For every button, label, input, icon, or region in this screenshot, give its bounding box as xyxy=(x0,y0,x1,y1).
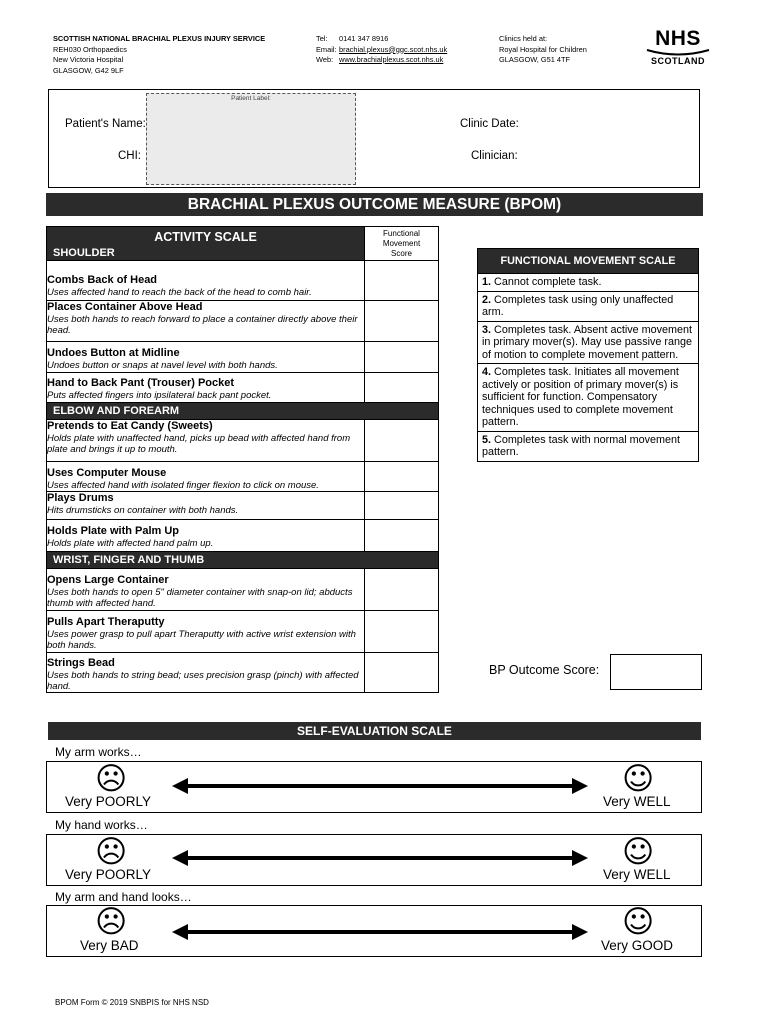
table-row xyxy=(47,373,439,403)
task-name: Pretends to Eat Candy (Sweets) xyxy=(47,420,213,432)
frown-face-icon: ☹ xyxy=(95,834,128,870)
table-row xyxy=(47,492,439,520)
section-wrist-header: WRIST, FINGER AND THUMB xyxy=(47,552,439,569)
score-input-cell[interactable] xyxy=(365,569,439,611)
patient-label-area[interactable] xyxy=(146,93,356,185)
patient-label-caption: Patient Label: xyxy=(231,95,271,102)
arm-works-prompt: My arm works… xyxy=(55,745,142,759)
web-label: Web: xyxy=(316,55,334,64)
scale-left-label: Very POORLY xyxy=(65,794,152,809)
clinic-info xyxy=(499,34,587,66)
org-name: SCOTTISH NATIONAL BRACHIAL PLEXUS INJURY SERVICE xyxy=(53,34,266,43)
smile-face-icon: ☺ xyxy=(622,904,655,940)
task-desc: Undoes button or snaps at navel level with both hands. xyxy=(47,360,278,371)
smile-face-icon: ☺ xyxy=(622,834,655,870)
clinic-hospital: Royal Hospital for Children xyxy=(499,44,587,54)
fms-item-text: Completes task. Initiates all movement actively or position of primary mover(s) is sufficient for function. Compensatory techniques used to complete movement pattern. xyxy=(482,366,679,428)
score-column-header xyxy=(365,227,439,261)
fms-item-number: 4. xyxy=(482,366,492,378)
score-header-line1: Functional xyxy=(383,229,420,238)
frown-face-icon: ☹ xyxy=(95,904,128,940)
org-address xyxy=(53,34,265,76)
web-link[interactable]: www.brachialplexus.scot.nhs.uk xyxy=(339,55,444,64)
task-desc: Uses both hands to reach forward to place a container directly above their head. xyxy=(47,314,358,336)
functional-movement-scale-table xyxy=(477,248,699,462)
bp-outcome-score-input[interactable] xyxy=(610,654,702,690)
contact-labels xyxy=(316,34,337,66)
email-link[interactable]: brachial.plexus@ggc.scot.nhs.uk xyxy=(339,44,448,54)
score-input-cell[interactable] xyxy=(365,261,439,301)
task-name: Opens Large Container xyxy=(47,574,169,586)
fms-item xyxy=(478,291,699,321)
task-name: Hand to Back Pant (Trouser) Pocket xyxy=(47,377,235,389)
clinic-city: GLASGOW, G51 4TF xyxy=(499,55,571,64)
fms-title: FUNCTIONAL MOVEMENT SCALE xyxy=(478,249,699,274)
score-input-cell[interactable] xyxy=(365,301,439,342)
nhs-scotland-logo xyxy=(644,28,712,66)
fms-item-text: Completes task with normal movement pattern. xyxy=(482,433,681,458)
fms-item-number: 3. xyxy=(482,323,492,336)
section-row xyxy=(47,552,439,569)
score-header-line2: Movement xyxy=(382,239,421,248)
task-desc: Uses affected hand with isolated finger flexion to click on mouse. xyxy=(47,480,319,491)
fms-item xyxy=(478,364,699,432)
double-arrow-icon xyxy=(172,777,588,795)
score-input-cell[interactable] xyxy=(365,653,439,693)
table-row xyxy=(47,462,439,492)
contact-values xyxy=(339,34,447,66)
scale-right-label: Very GOOD xyxy=(601,938,674,953)
table-row xyxy=(47,653,439,693)
activity-scale-header xyxy=(47,227,365,261)
form-title: BRACHIAL PLEXUS OUTCOME MEASURE (BPOM) xyxy=(46,193,703,216)
task-name: Places Container Above Head xyxy=(47,301,203,313)
smile-face-icon: ☺ xyxy=(622,761,655,797)
table-row xyxy=(47,520,439,552)
score-header-line3: Score xyxy=(391,249,412,258)
hand-works-prompt: My hand works… xyxy=(55,818,148,832)
task-desc: Hits drumsticks on container with both hands. xyxy=(47,505,239,516)
table-row xyxy=(47,301,439,342)
task-name: Holds Plate with Palm Up xyxy=(47,525,180,537)
score-input-cell[interactable] xyxy=(365,520,439,552)
fms-item-number: 2. xyxy=(482,293,492,306)
fms-item xyxy=(478,431,699,461)
section-elbow-header: ELBOW AND FOREARM xyxy=(47,403,439,420)
score-input-cell[interactable] xyxy=(365,373,439,403)
scale-right-label: Very WELL xyxy=(603,867,671,882)
clinician-label: Clinician: xyxy=(471,150,518,162)
task-desc: Holds plate with affected hand palm up. xyxy=(47,538,214,549)
scale-left-label: Very BAD xyxy=(80,938,139,953)
task-desc: Puts affected fingers into ipsilateral back pant pocket. xyxy=(47,390,272,401)
scale-right-label: Very WELL xyxy=(603,794,671,809)
table-row xyxy=(47,261,439,301)
task-desc: Holds plate with unaffected hand, picks up bead with affected hand from plate and brings it up to mouth. xyxy=(47,433,351,455)
task-name: Pulls Apart Theraputty xyxy=(47,616,165,628)
table-row xyxy=(47,342,439,373)
activity-scale-table xyxy=(46,226,439,693)
score-input-cell[interactable] xyxy=(365,492,439,520)
scotland-logo-text: SCOTLAND xyxy=(651,56,705,66)
fms-item-number: 5. xyxy=(482,433,492,446)
chi-label: CHI: xyxy=(118,150,141,162)
score-input-cell[interactable] xyxy=(365,420,439,462)
frown-face-icon: ☹ xyxy=(95,761,128,797)
bp-outcome-label: BP Outcome Score: xyxy=(489,663,600,677)
score-input-cell[interactable] xyxy=(365,462,439,492)
table-row xyxy=(47,420,439,462)
activity-scale-title: ACTIVITY SCALE xyxy=(154,230,257,244)
score-input-cell[interactable] xyxy=(365,611,439,653)
table-row xyxy=(47,611,439,653)
fms-item-number: 1. xyxy=(482,276,492,288)
task-name: Strings Bead xyxy=(47,657,115,669)
section-shoulder-header: SHOULDER xyxy=(53,247,115,259)
footer-copyright: BPOM Form © 2019 SNBPIS for NHS NSD xyxy=(55,998,209,1007)
task-name: Plays Drums xyxy=(47,492,114,504)
arm-hand-looks-prompt: My arm and hand looks… xyxy=(55,890,192,904)
task-desc: Uses both hands to open 5" diameter container with snap-on lid; abducts thumb with affected hand. xyxy=(47,587,353,609)
task-desc: Uses affected hand to reach the back of the head to comb hair. xyxy=(47,287,312,298)
clinic-date-label: Clinic Date: xyxy=(460,118,519,130)
double-arrow-icon xyxy=(172,849,588,867)
fms-item-text: Completes task using only unaffected arm. xyxy=(482,293,674,318)
org-city: GLASGOW, G42 9LF xyxy=(53,65,124,75)
clinics-heading: Clinics held at: xyxy=(499,34,548,43)
task-desc: Uses both hands to string bead; uses precision grasp (pinch) with affected hand. xyxy=(47,670,359,692)
task-desc: Uses power grasp to pull apart Theraputty with active wrist extension with both hands. xyxy=(47,629,356,651)
nhs-logo-text: NHS xyxy=(655,27,701,50)
task-name: Undoes Button at Midline xyxy=(47,347,180,359)
section-row xyxy=(47,403,439,420)
fms-item xyxy=(478,274,699,292)
org-hospital: New Victoria Hospital xyxy=(53,55,124,64)
fms-item-text: Cannot complete task. xyxy=(494,276,602,288)
org-dept: REH030 Orthopaedics xyxy=(53,44,127,54)
task-name: Uses Computer Mouse xyxy=(47,467,167,479)
self-evaluation-title: SELF-EVALUATION SCALE xyxy=(48,722,701,740)
tel-number: 0141 347 8916 xyxy=(339,34,389,43)
tel-label: Tel: xyxy=(316,34,328,43)
fms-item xyxy=(478,321,699,364)
table-row xyxy=(47,569,439,611)
score-input-cell[interactable] xyxy=(365,342,439,373)
email-label: Email: xyxy=(316,44,337,54)
task-name: Combs Back of Head xyxy=(47,274,158,286)
double-arrow-icon xyxy=(172,923,588,941)
fms-item-text: Completes task. Absent active movement in primary mover(s). May use passive range of motion to complete movement pattern. xyxy=(482,323,693,361)
scale-left-label: Very POORLY xyxy=(65,867,152,882)
patient-name-label: Patient's Name: xyxy=(65,118,146,130)
